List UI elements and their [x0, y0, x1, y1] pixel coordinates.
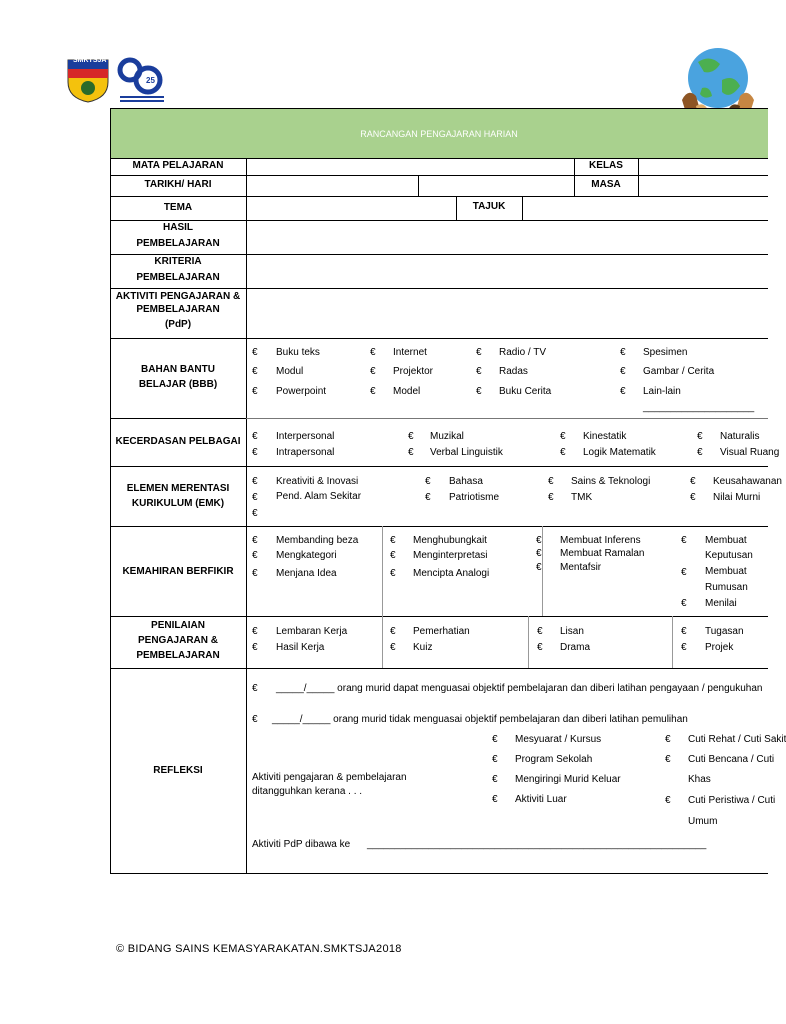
checkbox-bullet[interactable]: € [390, 642, 396, 653]
option-membuat-inferens: Membuat Inferens [560, 535, 641, 546]
lain-lain-blank[interactable]: ____________________ [643, 402, 755, 413]
checkbox-bullet[interactable]: € [681, 642, 687, 653]
checkbox-bullet[interactable]: € [390, 568, 396, 579]
checkbox-bullet[interactable]: € [252, 476, 258, 487]
checkbox-bullet[interactable]: € [492, 754, 498, 765]
option-projektor: Projektor [393, 366, 434, 377]
checkbox-bullet[interactable]: € [370, 347, 376, 358]
checkbox-bullet[interactable]: € [665, 734, 671, 745]
option-kreativiti: Kreativiti & Inovasi [276, 476, 359, 487]
reason-umum: Umum [688, 816, 718, 827]
school-logo [64, 56, 112, 104]
tangguh-text-1: Aktiviti pengajaran & pembelajaran [252, 772, 407, 783]
checkbox-bullet[interactable]: € [620, 366, 626, 377]
checkbox-bullet[interactable]: € [536, 535, 542, 546]
option-hasil-kerja: Hasil Kerja [276, 642, 325, 653]
option-internet: Internet [393, 347, 427, 358]
label-mata-pelajaran: MATA PELAJARAN [132, 160, 224, 171]
checkbox-bullet[interactable]: € [476, 347, 482, 358]
dibawa-blank[interactable]: _____________________________________________________________ [367, 839, 707, 850]
checkbox-bullet[interactable]: € [252, 386, 258, 397]
checkbox-bullet[interactable]: € [425, 492, 431, 503]
option-sains-teknologi: Sains & Teknologi [571, 476, 651, 487]
checkbox-bullet[interactable]: € [370, 366, 376, 377]
checkbox-bullet[interactable]: € [390, 535, 396, 546]
label-bbb-1: BAHAN BANTU [141, 364, 215, 375]
checkbox-bullet[interactable]: € [681, 567, 687, 578]
reason-mesyuarat: Mesyuarat / Kursus [515, 734, 602, 745]
checkbox-bullet[interactable]: € [408, 431, 414, 442]
label-penilaian-3: PEMBELAJARAN [136, 650, 220, 661]
checkbox-bullet[interactable]: € [252, 366, 258, 377]
option-buku-cerita: Buku Cerita [499, 386, 552, 397]
checkbox-bullet[interactable]: € [252, 492, 258, 503]
checkbox-bullet[interactable]: € [425, 476, 431, 487]
option-verbal-linguistik: Verbal Linguistik [430, 447, 503, 458]
label-kelas: KELAS [589, 160, 623, 171]
option-menghubungkait: Menghubungkait [413, 535, 487, 546]
checkbox-bullet[interactable]: € [665, 795, 671, 806]
checkbox-bullet[interactable]: € [252, 714, 258, 725]
option-gambar-cerita: Gambar / Cerita [643, 366, 715, 377]
option-pemerhatian: Pemerhatian [413, 626, 470, 637]
label-bbb-2: BELAJAR (BBB) [138, 379, 218, 390]
checkbox-bullet[interactable]: € [665, 754, 671, 765]
label-emk-2: KURIKULUM (EMK) [131, 498, 225, 509]
checkbox-bullet[interactable]: € [697, 447, 703, 458]
checkbox-bullet[interactable]: € [252, 431, 258, 442]
option-menginterpretasi: Menginterpretasi [413, 550, 488, 561]
checkbox-bullet[interactable]: € [536, 562, 542, 573]
checkbox-bullet[interactable]: € [548, 476, 554, 487]
option-interpersonal: Interpersonal [276, 431, 335, 442]
option-tugasan: Tugasan [705, 626, 744, 637]
label-emk-1: ELEMEN MERENTASI [126, 483, 230, 494]
anniversary-logo [116, 56, 168, 106]
option-mentafsir: Mentafsir [560, 562, 602, 573]
option-modul: Modul [276, 366, 304, 377]
label-tarikh-hari: TARIKH/ HARI [144, 179, 212, 190]
option-muzikal: Muzikal [430, 431, 464, 442]
option-membuat-rumusan-2: Rumusan [705, 582, 748, 593]
checkbox-bullet[interactable]: € [252, 535, 258, 546]
form-title: RANCANGAN PENGAJARAN HARIAN [360, 129, 518, 139]
reason-khas: Khas [688, 774, 711, 785]
label-kriteria-2: PEMBELAJARAN [136, 272, 220, 283]
reason-cuti-bencana: Cuti Bencana / Cuti [688, 754, 775, 765]
option-membuat-keputusan-2: Keputusan [705, 550, 753, 561]
checkbox-bullet[interactable]: € [252, 642, 258, 653]
option-membanding-beza: Membanding beza [276, 535, 359, 546]
label-penilaian-2: PENGAJARAN & [137, 635, 218, 646]
option-menjana-idea: Menjana Idea [276, 568, 337, 579]
reason-cuti-rehat: Cuti Rehat / Cuti Sakit [688, 734, 786, 745]
option-naturalis: Naturalis [720, 431, 760, 442]
label-hasil-1: HASIL [163, 222, 193, 233]
reason-mengiringi: Mengiringi Murid Keluar [515, 774, 621, 785]
refleksi-menguasai[interactable]: _____/_____ orang murid dapat menguasai objektif pembelajaran dan diberi latihan pengayaan / pengukuhan [276, 683, 763, 694]
option-visual-ruang: Visual Ruang [720, 447, 780, 458]
checkbox-bullet[interactable]: € [390, 626, 396, 637]
footer-copyright: © BIDANG SAINS KEMASYARAKATAN.SMKTSJA2018 [116, 943, 402, 955]
option-tmk: TMK [571, 492, 593, 503]
option-radio-tv: Radio / TV [499, 347, 547, 358]
option-lain-lain: Lain-lain [643, 386, 681, 397]
option-lembaran-kerja: Lembaran Kerja [276, 626, 348, 637]
option-patriotisme: Patriotisme [449, 492, 500, 503]
label-tema: TEMA [163, 202, 193, 213]
checkbox-bullet[interactable]: € [252, 683, 258, 694]
checkbox-bullet[interactable]: € [548, 492, 554, 503]
checkbox-bullet[interactable]: € [370, 386, 376, 397]
checkbox-bullet[interactable]: € [690, 476, 696, 487]
option-mengkategori: Mengkategori [276, 550, 337, 561]
option-model: Model [393, 386, 421, 397]
option-keusahawanan: Keusahawanan [713, 476, 782, 487]
checkbox-bullet[interactable]: € [560, 431, 566, 442]
label-kecerdasan: KECERDASAN PELBAGAI [115, 436, 241, 447]
option-mencipta-analogi: Mencipta Analogi [413, 568, 490, 579]
checkbox-bullet[interactable]: € [560, 447, 566, 458]
checkbox-bullet[interactable]: € [690, 492, 696, 503]
checkbox-bullet[interactable]: € [620, 386, 626, 397]
reason-cuti-peristiwa: Cuti Peristiwa / Cuti [688, 795, 776, 806]
checkbox-bullet[interactable]: € [476, 386, 482, 397]
checkbox-bullet[interactable]: € [697, 431, 703, 442]
checkbox-bullet[interactable]: € [252, 568, 258, 579]
checkbox-bullet[interactable]: € [620, 347, 626, 358]
option-kinestatik: Kinestatik [583, 431, 627, 442]
option-powerpoint: Powerpoint [276, 386, 327, 397]
reason-program-sekolah: Program Sekolah [515, 754, 593, 765]
checkbox-bullet[interactable]: € [681, 535, 687, 546]
checkbox-bullet[interactable]: € [537, 642, 543, 653]
option-drama: Drama [560, 642, 591, 653]
label-masa: MASA [591, 179, 621, 190]
checkbox-bullet[interactable]: € [252, 626, 258, 637]
option-alam-sekitar: Pend. Alam Sekitar [276, 491, 362, 502]
label-refleksi: REFLEKSI [153, 765, 203, 776]
option-logik-matematik: Logik Matematik [583, 447, 656, 458]
option-radas: Radas [499, 366, 528, 377]
label-penilaian-1: PENILAIAN [151, 620, 205, 631]
checkbox-bullet[interactable]: € [681, 598, 687, 609]
option-menilai: Menilai [705, 598, 737, 609]
option-buku-teks: Buku teks [276, 347, 320, 358]
checkbox-bullet[interactable]: € [492, 794, 498, 805]
label-kemahiran-berfikir: KEMAHIRAN BERFIKIR [122, 566, 234, 577]
option-kuiz: Kuiz [413, 642, 433, 653]
checkbox-bullet[interactable]: € [408, 447, 414, 458]
checkbox-bullet[interactable]: € [536, 548, 542, 559]
label-aktiviti-3: (PdP) [164, 319, 192, 330]
refleksi-tidak-menguasai[interactable]: _____/_____ orang murid tidak menguasai objektif pembelajaran dan diberi latihan pemulihan [272, 714, 688, 725]
option-nilai-murni: Nilai Murni [713, 492, 761, 503]
checkbox-bullet[interactable]: € [252, 347, 258, 358]
option-lisan: Lisan [560, 626, 584, 637]
checkbox-bullet[interactable]: € [252, 550, 258, 561]
checkbox-bullet[interactable]: € [492, 774, 498, 785]
option-bahasa: Bahasa [449, 476, 483, 487]
option-intrapersonal: Intrapersonal [276, 447, 335, 458]
reason-aktiviti-luar: Aktiviti Luar [515, 794, 567, 805]
option-membuat-rumusan-1: Membuat [705, 566, 747, 577]
option-membuat-keputusan-1: Membuat [705, 535, 747, 546]
label-kriteria-1: KRITERIA [154, 256, 202, 267]
checkbox-bullet[interactable]: € [476, 366, 482, 377]
anniversary-number: 25 [146, 76, 155, 85]
label-aktiviti-2: PEMBELAJARAN [136, 304, 220, 315]
checkbox-bullet[interactable]: € [252, 447, 258, 458]
option-projek: Projek [705, 642, 734, 653]
checkbox-bullet[interactable]: € [537, 626, 543, 637]
label-hasil-2: PEMBELAJARAN [136, 238, 220, 249]
checkbox-bullet[interactable]: € [492, 734, 498, 745]
school-logo-text: SMKTSJA [73, 57, 107, 64]
dibawa-label: Aktiviti PdP dibawa ke [252, 839, 351, 850]
checkbox-bullet[interactable]: € [252, 508, 258, 519]
checkbox-bullet[interactable]: € [681, 626, 687, 637]
checkbox-bullet[interactable]: € [390, 550, 396, 561]
option-spesimen: Spesimen [643, 347, 688, 358]
title-band [110, 108, 768, 159]
option-membuat-ramalan: Membuat Ramalan [560, 548, 645, 559]
label-tajuk: TAJUK [472, 201, 506, 212]
label-aktiviti-1: AKTIVITI PENGAJARAN & [115, 291, 241, 302]
tangguh-text-2: ditangguhkan kerana . . . [252, 786, 363, 797]
